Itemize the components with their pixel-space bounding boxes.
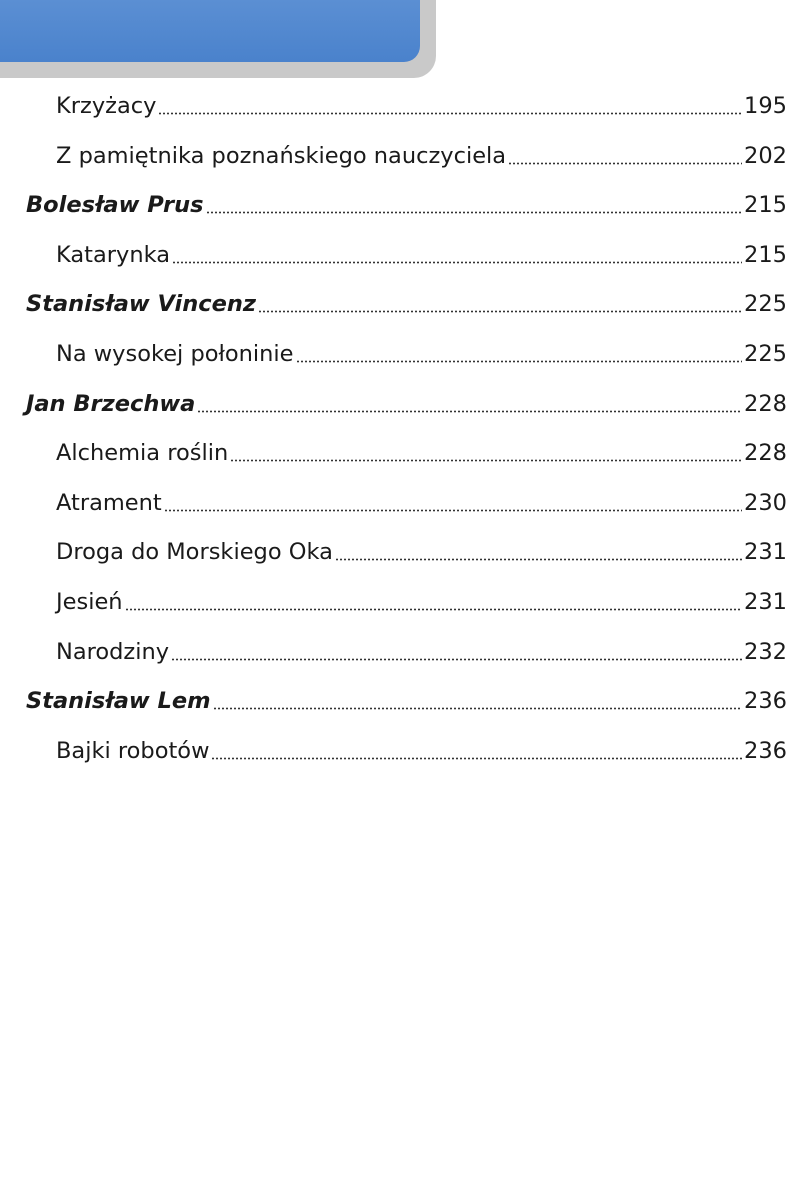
toc-work-entry[interactable] <box>56 483 787 523</box>
toc-work-title: Krzyżacy <box>56 93 157 119</box>
toc-author-entry[interactable] <box>26 681 787 721</box>
toc-page-number: 228 <box>744 390 787 417</box>
dot-leader <box>296 360 743 363</box>
toc-work-title: Z pamiętnika poznańskiego nauczyciela <box>56 142 507 169</box>
toc-work-entry[interactable] <box>56 582 787 622</box>
toc-work-entry[interactable] <box>56 433 787 473</box>
toc-author-name: Bolesław Prus <box>26 192 204 219</box>
toc-author-entry[interactable] <box>26 384 787 424</box>
toc-page-number: 202 <box>744 142 787 169</box>
toc-work-title: Katarynka <box>56 241 171 268</box>
dot-leader <box>197 410 742 413</box>
dot-leader <box>206 211 743 214</box>
toc-page-number: 228 <box>744 440 787 467</box>
toc-page-number: 225 <box>744 341 787 367</box>
toc-work-title: Alchemia roślin <box>56 440 229 467</box>
dot-leader <box>211 757 742 760</box>
toc-author-entry[interactable] <box>26 185 787 225</box>
dot-leader <box>125 608 742 611</box>
toc-page-number: 215 <box>744 192 787 219</box>
toc-work-title: Na wysokej połoninie <box>56 341 294 367</box>
dot-leader <box>164 509 742 512</box>
toc-page-number: 236 <box>744 737 787 764</box>
dot-leader <box>171 658 742 661</box>
dot-leader <box>230 459 742 462</box>
toc-work-title: Droga do Morskiego Oka <box>56 539 333 566</box>
toc-page-number: 236 <box>744 688 787 715</box>
dot-leader <box>158 112 742 115</box>
header-banner <box>0 0 436 78</box>
toc-work-entry[interactable] <box>56 731 787 771</box>
toc-work-title: Jesień <box>56 589 123 615</box>
toc-work-entry[interactable] <box>56 136 787 176</box>
dot-leader <box>258 310 742 313</box>
header-banner-blue <box>0 0 420 62</box>
toc-author-name: Stanisław Lem <box>26 688 211 715</box>
toc-work-entry[interactable] <box>56 235 787 275</box>
toc-work-title: Bajki robotów <box>56 737 210 764</box>
toc-work-entry[interactable] <box>56 86 787 126</box>
toc-work-title: Atrament <box>56 489 162 516</box>
toc-page-number: 231 <box>744 589 787 615</box>
toc-work-entry[interactable] <box>56 334 787 374</box>
toc-page-number: 215 <box>744 241 787 268</box>
toc-author-entry[interactable] <box>26 284 787 324</box>
toc-page-number: 225 <box>744 291 787 318</box>
dot-leader <box>172 261 742 264</box>
toc-page-number: 195 <box>744 93 787 119</box>
toc-work-entry[interactable] <box>56 532 787 572</box>
toc-author-name: Stanisław Vincenz <box>26 291 256 318</box>
toc-author-name: Jan Brzechwa <box>26 390 196 417</box>
toc-page-number: 231 <box>744 539 787 566</box>
toc-page-number: 230 <box>744 489 787 516</box>
dot-leader <box>335 558 742 561</box>
toc-work-entry[interactable] <box>56 632 787 672</box>
dot-leader <box>213 707 742 710</box>
toc-page-number: 232 <box>744 638 787 665</box>
dot-leader <box>508 162 742 165</box>
toc-work-title: Narodziny <box>56 638 170 665</box>
